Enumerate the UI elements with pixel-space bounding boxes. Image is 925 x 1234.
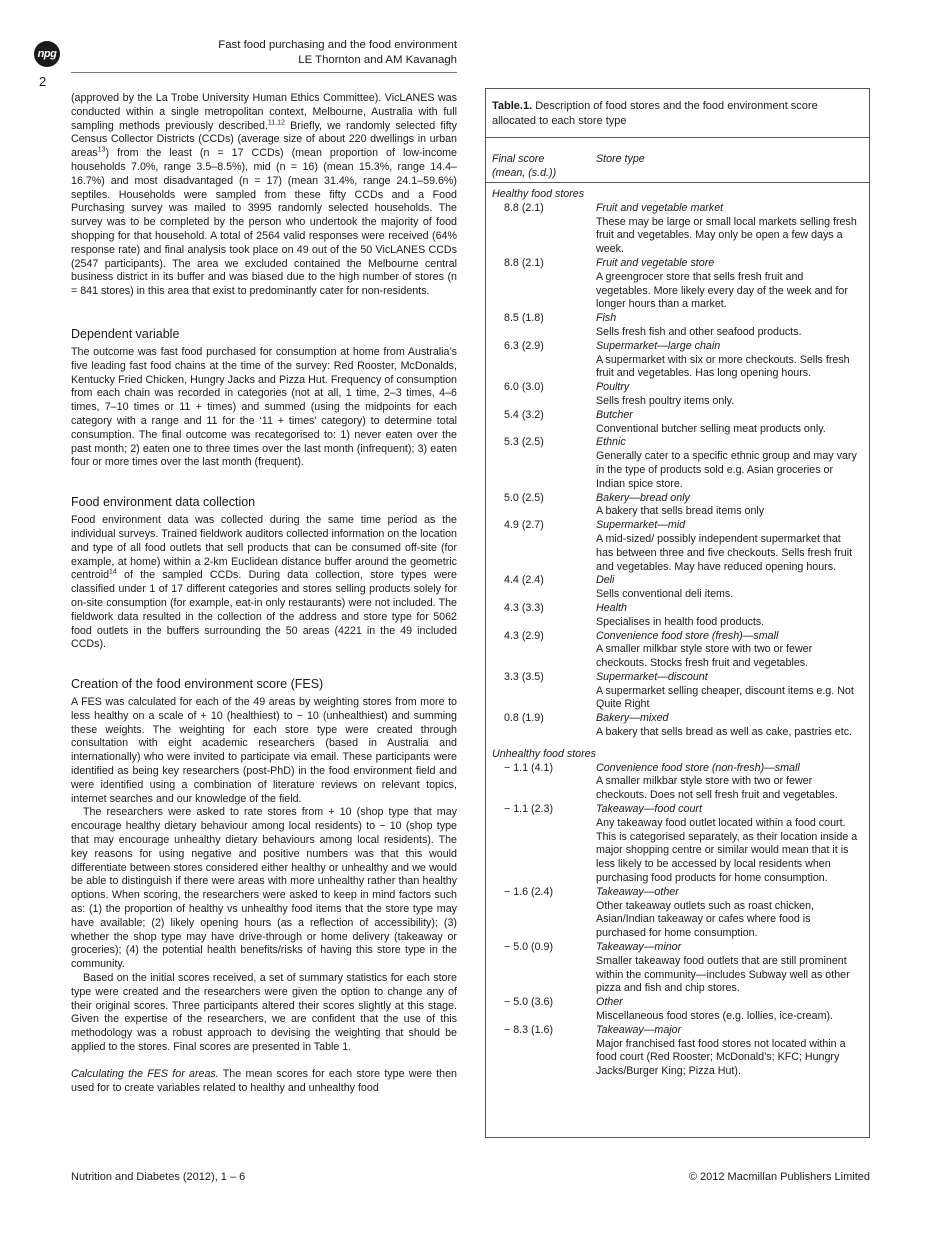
score-cell: 4.3 (3.3) — [504, 601, 544, 614]
store-type-description: A smaller milkbar style store with two or fewer checkouts. Does not sell fresh fruit and vegetables. — [596, 775, 838, 802]
running-title: Fast food purchasing and the food environment — [218, 39, 457, 51]
dependent-variable-heading: Dependent variable — [71, 326, 180, 341]
store-type-cell — [596, 886, 863, 941]
table-row — [492, 312, 863, 340]
table-row — [492, 996, 863, 1024]
column-header-score: Final score (mean, (s.d.)) — [492, 153, 557, 179]
store-type-cell — [596, 312, 863, 340]
table-label: Table.1. — [492, 100, 533, 112]
table-row — [492, 762, 863, 803]
score-cell: − 5.0 (0.9) — [504, 941, 554, 954]
score-cell: 6.3 (2.9) — [504, 339, 544, 352]
store-type-name: Bakery—bread only — [596, 491, 690, 504]
store-type-cell — [596, 574, 863, 602]
table-row — [492, 886, 863, 941]
table-row — [492, 602, 863, 630]
store-type-cell — [596, 602, 863, 630]
score-cell: 5.4 (3.2) — [504, 408, 544, 421]
score-cell: − 5.0 (3.6) — [504, 996, 554, 1009]
store-type-cell — [596, 803, 863, 886]
npg-logo: npg — [34, 41, 60, 67]
footer-copyright: © 2012 Macmillan Publishers Limited — [688, 1171, 870, 1183]
fes-paragraph: The researchers were asked to rate stores from + 10 (shop type that may encourage healthy dietary behaviour among local residents) to − 10 (shop type that may encourage unhealthy dietary behaviours among local residents). The key reasons for using negative and positive numbers was that this would differentiate between stores considered either healthy or unhealthy and we would be able to distinguish if there were areas with more unhealthy rather than healthy options. When scoring, the researchers were asked to keep in mind factors such as: (1) the proportion of healthy vs unhealthy food items that the store type may have available; (2) likely opening hours (as a reflection of accessibility); (3) whether the shop type may have drive-through or home delivery (takeaway or groceries); (4) the potential health benefits/risks of having this store type in the community. — [71, 806, 457, 971]
data-collection-heading: Food environment data collection — [71, 495, 256, 510]
store-type-name: Convenience food store (fresh)—small — [596, 629, 779, 642]
score-cell: 3.3 (3.5) — [504, 670, 544, 683]
running-head — [218, 38, 457, 68]
store-type-cell — [596, 762, 863, 803]
store-type-name: Fish — [596, 312, 617, 325]
store-type-name: Ethnic — [596, 436, 626, 449]
store-type-name: Health — [596, 601, 627, 614]
left-column — [71, 92, 457, 1095]
unhealthy-rows — [492, 762, 863, 1079]
table-row — [492, 519, 863, 574]
store-type-name: Supermarket—mid — [596, 519, 686, 532]
store-type-cell — [596, 996, 863, 1024]
score-cell: 5.3 (2.5) — [504, 436, 544, 449]
healthy-section-label: Healthy food stores — [492, 188, 585, 200]
store-type-cell — [596, 519, 863, 574]
store-type-name: Convenience food store (non-fresh)—small — [596, 761, 800, 774]
healthy-rows — [492, 202, 863, 740]
table-row — [492, 202, 863, 257]
score-cell: 6.0 (3.0) — [504, 381, 544, 394]
score-cell: − 1.1 (4.1) — [504, 761, 554, 774]
store-type-cell — [596, 941, 863, 996]
store-type-name: Butcher — [596, 408, 633, 421]
store-type-cell — [596, 630, 863, 671]
score-cell: 0.8 (1.9) — [504, 712, 544, 725]
table-row — [492, 257, 863, 312]
store-type-cell — [596, 340, 863, 381]
store-type-cell — [596, 671, 863, 712]
table-row — [492, 492, 863, 520]
store-type-description: Any takeaway food outlet located within a food court. This is categorised separately, as their location inside a major shopping centre or similar would mean that it is less likely to be accessed by local residents when purchasing food products for home consumption. — [596, 816, 858, 885]
store-type-cell — [596, 381, 863, 409]
store-type-description: Major franchised fast food stores not located within a food court (Red Rooster; McDonald’s; KFC; Hungry Jacks/Burger King; Pizza Hut). — [596, 1037, 846, 1078]
store-type-description: A supermarket with six or more checkouts. Sells fresh fruit and vegetables. Has long opening hours. — [596, 353, 850, 380]
store-type-description: A mid-sized/ possibly independent supermarket that has between three and five checkouts. Sells fresh fruit and vegetables. May have reduced opening hours. — [596, 532, 853, 573]
store-type-name: Takeaway—major — [596, 1023, 682, 1036]
store-type-name: Fruit and vegetable market — [596, 201, 724, 214]
store-type-description: A bakery that sells bread as well as cake, pastries etc. — [596, 726, 853, 739]
score-cell: − 1.1 (2.3) — [504, 803, 554, 816]
table-row — [492, 941, 863, 996]
store-type-description: Sells fresh fish and other seafood products. — [596, 325, 802, 338]
store-type-description: Specialises in health food products. — [596, 615, 765, 628]
store-type-name: Takeaway—other — [596, 885, 679, 898]
table-row — [492, 436, 863, 491]
score-cell: 8.5 (1.8) — [504, 312, 544, 325]
store-type-description: Conventional butcher selling meat products only. — [596, 422, 826, 435]
store-type-cell — [596, 492, 863, 520]
score-cell: 8.8 (2.1) — [504, 256, 544, 269]
store-type-cell — [596, 1024, 863, 1079]
store-type-description: These may be large or small local markets selling fresh fruit and vegetables. May only be open a few days a week. — [596, 215, 857, 256]
unhealthy-section-label: Unhealthy food stores — [492, 747, 596, 760]
store-type-description: A supermarket selling cheaper, discount items e.g. Not Quite Right — [596, 684, 854, 711]
store-type-description: Generally cater to a specific ethnic group and may vary in the type of products sold e.g. Asian groceries or Indian spice store. — [596, 450, 857, 490]
store-type-name: Supermarket—discount — [596, 670, 708, 683]
store-type-name: Fruit and vegetable store — [596, 256, 715, 269]
fes-paragraph: Based on the initial scores received, a set of summary statistics for each store type were created and the researchers were given the option to change any of their original scores. Three participants altered their scores slightly at this stage. Given the expertise of the researchers, we are confident that the use of this methodology was a robust approach to devising the weighting that should be applied to the stores. Final scores are presented in Table 1. — [71, 972, 457, 1054]
store-type-name: Takeaway—food court — [596, 803, 702, 816]
column-header-store-type: Store type — [596, 153, 645, 165]
table-row — [492, 340, 863, 381]
table-caption — [486, 89, 869, 138]
table-1 — [485, 88, 870, 1138]
calculating-fes-paragraph: Calculating the FES for areas. The mean scores for each store type were then used for to create variables related to healthy and unhealthy food — [71, 1067, 458, 1094]
table-row — [492, 409, 863, 437]
store-type-name: Supermarket—large chain — [596, 339, 721, 352]
store-type-cell — [596, 409, 863, 437]
score-cell: 5.0 (2.5) — [504, 491, 544, 504]
page-number: 2 — [39, 74, 47, 89]
store-type-name: Poultry — [596, 381, 630, 394]
fes-heading: Creation of the food environment score (FES) — [71, 677, 324, 692]
store-type-cell — [596, 202, 863, 257]
table-row — [492, 671, 863, 712]
store-type-name: Takeaway—minor — [596, 941, 682, 954]
intro-paragraph: (approved by the La Trobe University Human Ethics Committee). VicLANES was conducted within a single metropolitan context, Melbourne, Australia with full sampling methods previously described.$^{11,12}$ Briefly, we randomly selected fifty Census Collector Districts (CCDs) (average size of about 220 dwellings in urban areas$^{13}$) from the least (n = 17 CCDs) (mean proportion of low-income households 7.0%, range 3.5–8.5%), mid (n = 16) (mean 15.3%, range 14.4–16.7%) and most disadvantaged (n = 17) (mean 31.4%, range 24.1–59.6%) septiles. Households were sampled from these fifty CCDs and a Food Purchasing survey was mailed to 3995 randomly selected households. The survey was to be completed by the person who undertook the majority of food shopping for that household. A total of 2564 valid responses were received (64% response rate) and final analysis took place on 49 out of the 50 VicLANES CCDs (2547 participants). The area we excluded contained the Melbourne central business district in its buffer and was biased due to the high number of stores (n = 841 stores) in this area that exist to predominantly cater for non-residents. — [71, 92, 457, 298]
table-row — [492, 630, 863, 671]
score-cell: − 8.3 (1.6) — [504, 1023, 554, 1036]
table-row — [492, 1024, 863, 1079]
store-type-cell — [596, 257, 863, 312]
store-type-name: Bakery—mixed — [596, 712, 669, 725]
table-row — [492, 381, 863, 409]
table-row — [492, 574, 863, 602]
table-header — [486, 138, 869, 183]
store-type-description: Sells fresh poultry items only. — [596, 394, 735, 407]
store-type-description: A smaller milkbar style store with two or fewer checkouts. Stocks fresh fruit and vegetables. — [596, 643, 813, 670]
table-row — [492, 712, 863, 740]
dependent-variable-paragraph: The outcome was fast food purchased for consumption at home from Australia’s five leading fast food chains at the time of the survey: Red Rooster, McDonalds, Kentucky Fried Chicken, Hungry Jacks and Pizza Hut. Frequency of consumption from each chain was recorded in categories (not at all, 1 time, 2–3 times, 4–6 times, 7–10 times or 11 + times) and summed (using the midpoints for each category with a range and 11 for the ‘11 + times’ category) to determine total consumption. The final outcome was recategorised to: 1) never eaten over the past month; 2) eaten one to three times over the last month (infrequent); 3) eaten four or more times over the last month (frequent). — [71, 345, 457, 469]
store-type-description: A greengrocer store that sells fresh fruit and vegetables. More likely every day of the week and for longer hours than a market. — [596, 270, 848, 311]
score-cell: 4.9 (2.7) — [504, 519, 544, 532]
store-type-cell — [596, 436, 863, 491]
store-type-description: Sells conventional deli items. — [596, 588, 734, 601]
store-type-description: A bakery that sells bread items only — [596, 505, 765, 518]
score-cell: − 1.6 (2.4) — [504, 885, 554, 898]
store-type-name: Deli — [596, 574, 615, 587]
score-cell: 4.3 (2.9) — [504, 629, 544, 642]
store-type-description: Smaller takeaway food outlets that are still prominent within the community—includes Subway well as other pizza and fish and chip stores. — [596, 954, 850, 995]
score-cell: 8.8 (2.1) — [504, 201, 544, 214]
fes-paragraph: A FES was calculated for each of the 49 areas by weighting stores from more to less healthy on a scale of + 10 (healthiest) to − 10 (unhealthiest) and summing these weights. The weighting for each store type were created through consultation with eight academic researchers (based in Australia and internationally) who were invited to participate via email. These participants were identified as being key researchers (post-PhD) in the food environment field and were identified using a combination of literature reviews on relevant topics, internet searches and our knowledge of the field. — [71, 696, 457, 805]
table-body — [486, 183, 869, 1079]
header-rule — [71, 72, 457, 73]
running-authors: LE Thornton and AM Kavanagh — [298, 54, 457, 66]
score-cell: 4.4 (2.4) — [504, 574, 544, 587]
data-collection-paragraph: Food environment data was collected during the same time period as the individual surveys. Trained fieldwork auditors collected information on the location and type of all food outlets that sell products that can be consumed off-site (for example, at home) within a 2-km Euclidean distance buffer around the geometric centroid$^{14}$ of the sampled CCDs. During data collection, store types were classified under 1 of 17 different categories and stores selling products solely for on-site consumption (for example, eat-in only restaurants) were not included. The fieldwork data resulted in the collection of the address and store type for 5062 food outlets in the buffers surrounding the 50 areas (4221 in the 49 included CCDs). — [71, 514, 457, 651]
table-row — [492, 803, 863, 886]
store-type-name: Other — [596, 996, 623, 1009]
calculating-fes-heading: Calculating the FES for areas. — [71, 1067, 219, 1080]
store-type-description: Miscellaneous food stores (e.g. lollies, ice-cream). — [596, 1010, 833, 1023]
table-caption-text: Description of food stores and the food environment score allocated to each store type — [492, 100, 818, 127]
footer-journal: Nutrition and Diabetes (2012), 1 – 6 — [71, 1171, 246, 1183]
store-type-cell — [596, 712, 863, 740]
store-type-description: Other takeaway outlets such as roast chicken, Asian/Indian takeaway or cafes where food is purchased for home consumption. — [596, 899, 815, 940]
